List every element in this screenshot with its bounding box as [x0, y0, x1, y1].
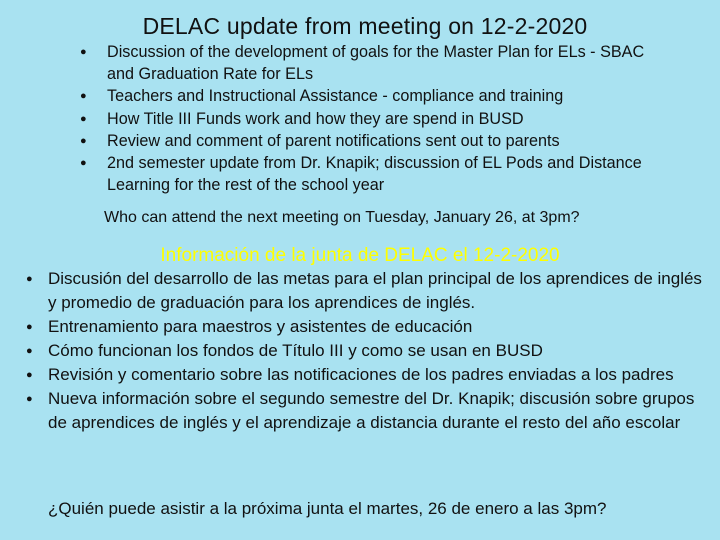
list-item	[26, 267, 710, 315]
list-item-text: Revisión y comentario sobre las notificaciones de los padres enviadas a los padres	[48, 365, 674, 384]
list-item	[26, 339, 710, 363]
list-item	[26, 387, 710, 435]
list-item	[26, 315, 710, 339]
list-item	[26, 363, 710, 387]
list-item-text: How Title III Funds work and how they are spend in BUSD	[107, 109, 524, 128]
english-title: DELAC update from meeting on 12-2-2020	[142, 13, 588, 39]
list-item-text: Nueva información sobre el segundo semestre del Dr. Knapik; discusión sobre grupos de aprendices de inglés y el aprendizaje a distancia durante el resto del año escolar	[48, 389, 695, 432]
bullet-icon: ●	[80, 157, 87, 170]
bullet-icon: ●	[26, 321, 33, 333]
list-item-text: Teachers and Instructional Assistance - compliance and training	[107, 87, 564, 106]
list-item-text: Discusión del desarrollo de las metas para el plan principal de los aprendices de inglés y promedio de graduación para los aprendices de inglés.	[48, 269, 702, 312]
list-item	[80, 152, 660, 196]
bullet-icon: ●	[80, 46, 87, 58]
bullet-icon: ●	[80, 112, 87, 125]
bullet-icon: ●	[26, 393, 33, 405]
english-question: Who can attend the next meeting on Tuesday, January 26, at 3pm?	[104, 209, 580, 226]
list-item-text: Review and comment of parent notifications sent out to parents	[107, 131, 560, 150]
bullet-icon: ●	[26, 369, 33, 381]
bullet-icon: ●	[26, 345, 33, 357]
list-item-text: Entrenamiento para maestros y asistentes de educación	[48, 317, 473, 336]
spanish-title: Información de la junta de DELAC el 12-2-2020	[160, 245, 560, 266]
list-item-text: Cómo funcionan los fondos de Título III y como se usan en BUSD	[48, 341, 543, 360]
spanish-bullet-list	[26, 267, 710, 435]
list-item-text: 2nd semester update from Dr. Knapik; discussion of EL Pods and Distance Learning for the rest of the school year	[107, 154, 642, 195]
list-item-text: Discussion of the development of goals for the Master Plan for ELs - SBAC and Graduation Rate for ELs	[107, 43, 645, 84]
list-item	[80, 130, 660, 152]
list-item	[80, 108, 660, 130]
list-item	[80, 41, 660, 85]
bullet-icon: ●	[26, 273, 33, 285]
english-bullet-list	[80, 41, 660, 196]
bullet-icon: ●	[80, 90, 87, 103]
spanish-question: ¿Quién puede asistir a la próxima junta el martes, 26 de enero a las 3pm?	[48, 499, 607, 518]
list-item	[80, 85, 660, 107]
bullet-icon: ●	[80, 134, 87, 147]
